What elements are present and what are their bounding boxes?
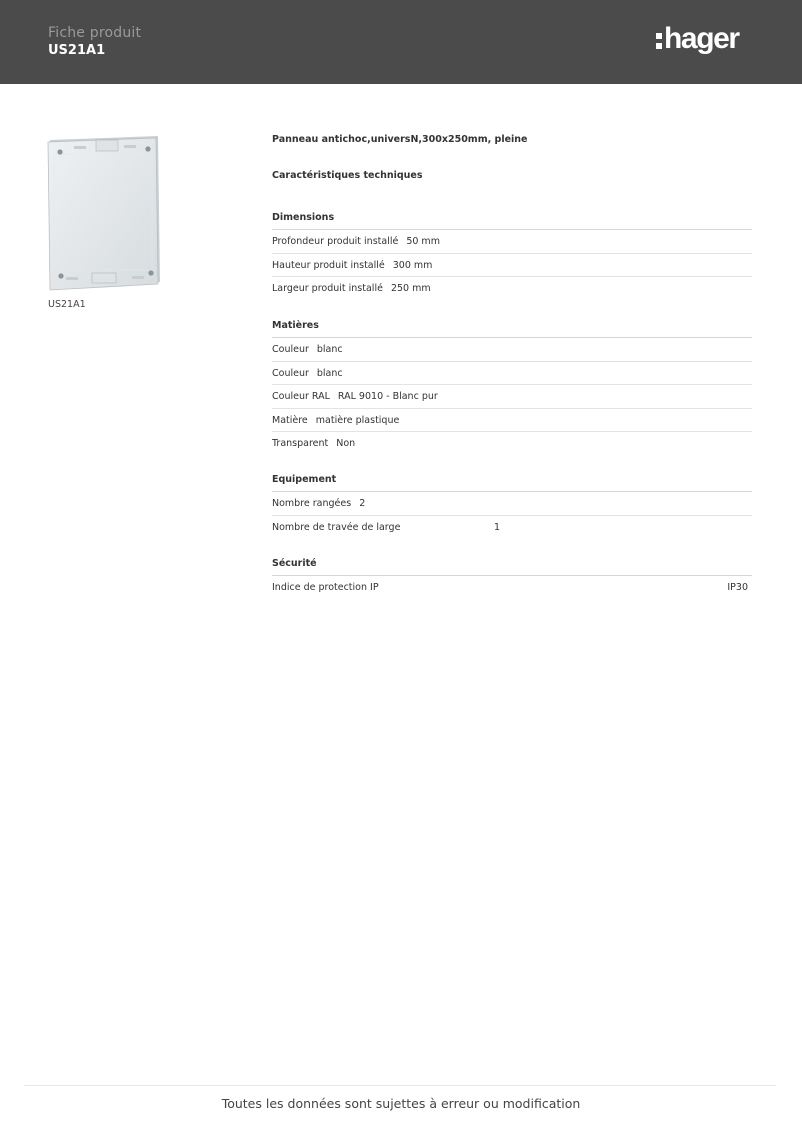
spec-value: 2 bbox=[359, 498, 366, 509]
spec-value: RAL 9010 - Blanc pur bbox=[337, 391, 438, 402]
section-matieres bbox=[272, 314, 752, 456]
spec-row bbox=[272, 516, 752, 540]
spec-value: matière plastique bbox=[315, 414, 400, 426]
spec-name: Nombre de travée de large bbox=[272, 521, 401, 533]
section-title: Equipement bbox=[272, 468, 752, 492]
section-dimensions bbox=[272, 206, 752, 301]
spec-row bbox=[272, 492, 752, 516]
spec-value: IP30 bbox=[727, 582, 748, 593]
logo-wordmark: hager bbox=[664, 22, 739, 55]
header-bar bbox=[0, 0, 802, 84]
specs-heading: Caractéristiques techniques bbox=[272, 170, 423, 181]
product-code: US21A1 bbox=[48, 43, 106, 58]
document-type-label: Fiche produit bbox=[48, 25, 142, 41]
hager-logo bbox=[656, 22, 739, 58]
section-equipement bbox=[272, 468, 752, 539]
spec-row bbox=[272, 432, 752, 456]
image-caption: US21A1 bbox=[48, 299, 86, 310]
spec-name: Indice de protection IP bbox=[272, 582, 379, 593]
spec-row bbox=[272, 576, 752, 600]
spec-row bbox=[272, 230, 752, 254]
spec-name: Couleur RAL bbox=[272, 391, 330, 402]
section-title: Sécurité bbox=[272, 552, 752, 576]
spec-value: Non bbox=[336, 438, 356, 449]
product-panel-image bbox=[44, 132, 164, 294]
spec-row bbox=[272, 277, 752, 301]
footer-divider bbox=[24, 1085, 776, 1086]
spec-name: Nombre rangées bbox=[272, 498, 352, 509]
spec-name: Matière bbox=[272, 414, 308, 426]
spec-row bbox=[272, 409, 752, 433]
spec-value: blanc bbox=[316, 344, 343, 355]
spec-row bbox=[272, 385, 752, 409]
spec-row bbox=[272, 338, 752, 362]
section-title: Dimensions bbox=[272, 206, 752, 230]
spec-name: Largeur produit installé bbox=[272, 283, 383, 294]
spec-name: Transparent bbox=[272, 438, 329, 449]
spec-name: Couleur bbox=[272, 344, 309, 355]
spec-row bbox=[272, 254, 752, 278]
section-title: Matières bbox=[272, 314, 752, 338]
spec-value: 1 bbox=[494, 521, 501, 533]
spec-value: 300 mm bbox=[392, 259, 433, 271]
spec-name: Couleur bbox=[272, 367, 309, 379]
spec-value: blanc bbox=[316, 367, 343, 379]
spec-name: Profondeur produit installé bbox=[272, 236, 399, 247]
spec-row bbox=[272, 362, 752, 386]
logo-colon-icon bbox=[656, 30, 664, 52]
spec-name: Hauteur produit installé bbox=[272, 259, 385, 271]
spec-value: 250 mm bbox=[390, 283, 431, 294]
section-securite bbox=[272, 552, 752, 600]
product-title: Panneau antichoc,universN,300x250mm, pleine bbox=[272, 134, 528, 145]
spec-value: 50 mm bbox=[406, 236, 440, 247]
footer-disclaimer: Toutes les données sont sujettes à erreur ou modification bbox=[221, 1096, 581, 1111]
